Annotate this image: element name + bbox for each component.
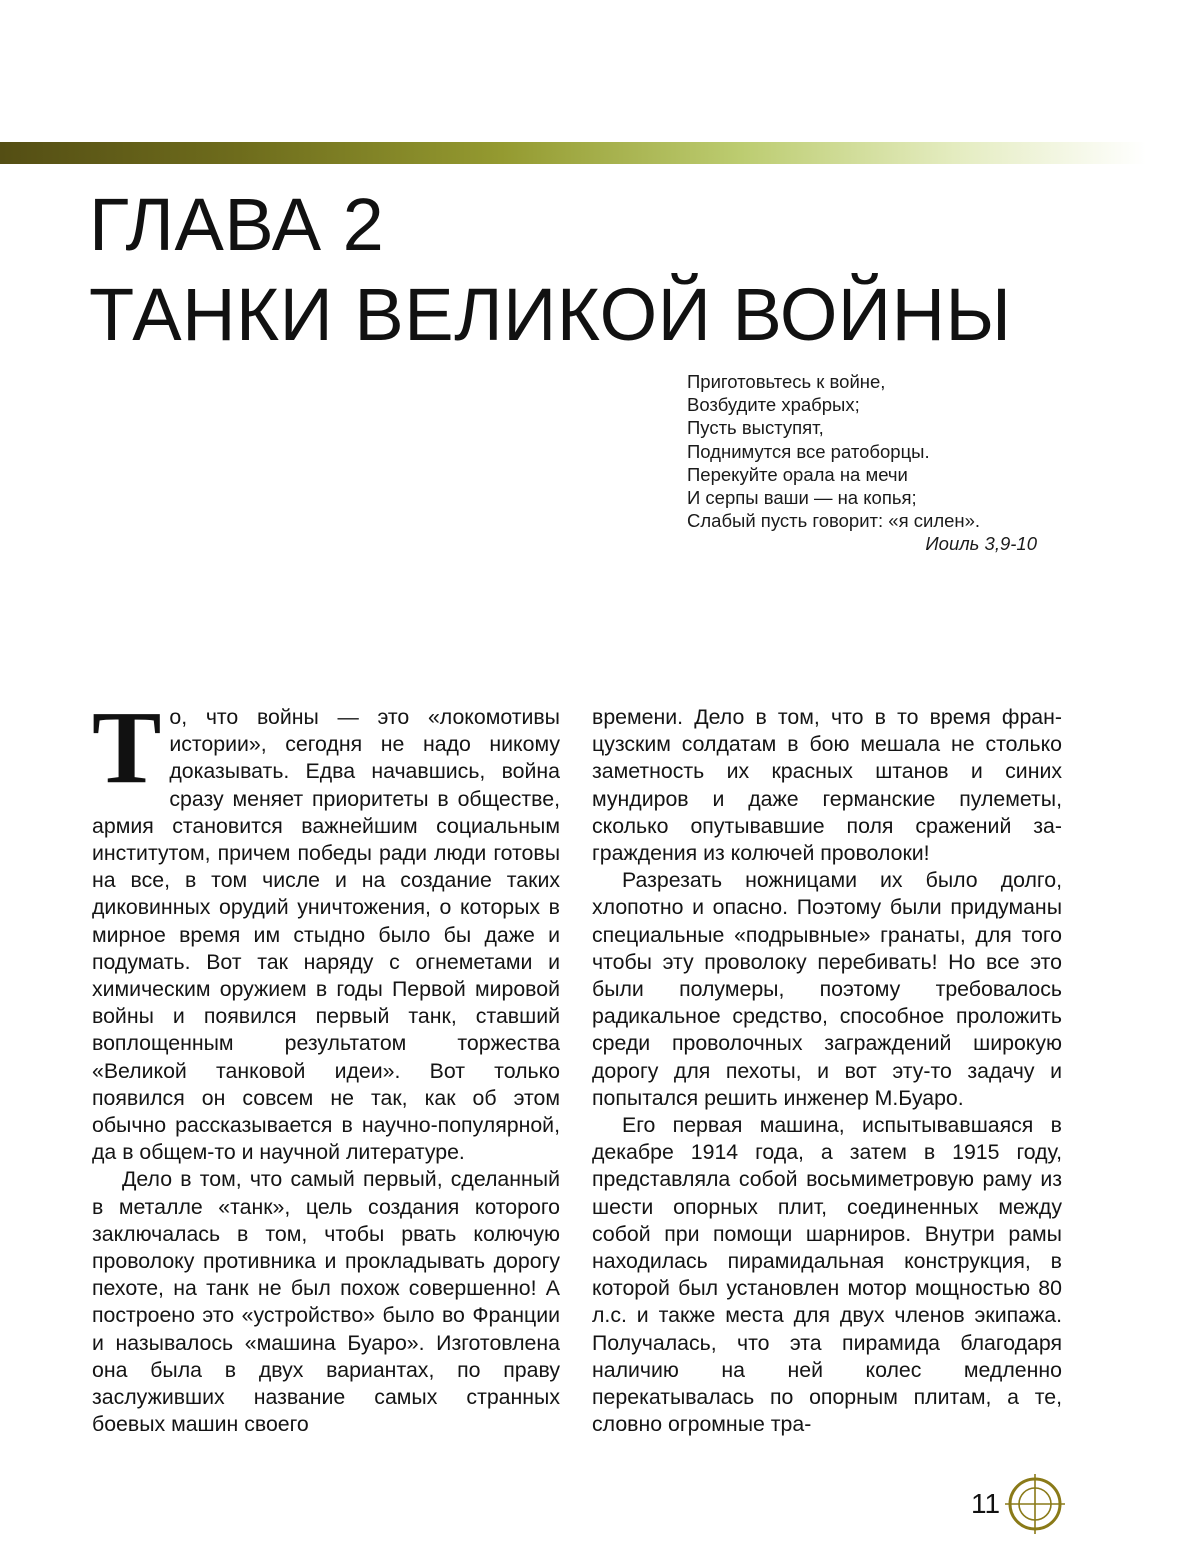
epigraph-line: Пусть выступят,: [687, 417, 824, 439]
text-column-left: [92, 690, 560, 1438]
drop-cap: Т: [92, 690, 162, 805]
decorative-gradient-band: [0, 142, 1194, 164]
epigraph-line: Поднимутся все ратоборцы.: [687, 440, 930, 462]
epigraph-line: Приготовьтесь к войне,: [687, 371, 886, 392]
paragraph-4: Разрезать ножницами их было долго, хлопотно и опасно. Поэтому были придуманы специальные «подрывные» гранаты, для того чтобы эту проволоку перебивать! Но все это были полумеры, поэтому требовалось радикальное средство, способное проложить среди проволочных заграждений широкую дорогу для пехоты, и вот эту-то задачу и попытался решить инженер М.Буаро.: [592, 868, 1062, 1110]
epigraph-line: И серпы ваши — на копья;: [687, 487, 917, 509]
paragraph-5: Его первая машина, испытывавшаяся в декабре 1914 года, а затем в 1915 году, представляла собой восьмиметровую раму из шести опорных плит, соединенных между собой при помощи шарниров. Внутри рамы находилась пирамидальная конструкция, в которой был установлен мотор мощностью 80 л.с. и также места для двух членов экипажа. Получалась, что эта пирамида благодаря наличию на ней колес медленно перекатывалась по опорным плитам, а те, словно огромные тра-: [592, 1113, 1062, 1437]
chapter-name: ТАНКИ ВЕЛИКОЙ ВОЙНЫ: [89, 273, 1012, 356]
paragraph-1: [92, 690, 560, 1166]
page-number: 11: [971, 1488, 1001, 1519]
text-column-right: [592, 704, 1062, 1438]
epigraph-line: Слабый пусть говорит: «я силен».: [687, 510, 981, 532]
paragraph-3: времени. Дело в том, что в то время французским солдатам в бою мешала не столько заметность их красных штанов и синих мундиров и даже германские пулеметы, сколько опутывавшие поля сражений заграждения из колючей проволоки!: [592, 705, 1062, 866]
paragraph-1-text: о, что войны — это «локомотивы истории», сегодня не надо никому доказывать. Едва начавшись, война сразу меняет приоритеты в обществе, армия становится важнейшим социальным институтом, причем победы ради люди готовы на все, в том числе и на создание таких диковинных орудий уничтожения, о которых в мирное время им стыдно было бы даже и подумать. Вот так наряду с огнеметами и химическим оружием в годы Первой мировой войны и появился первый танк, ставший воплощенным результатом торжества «Великой танковой идеи». Вот только появился он совсем не так, как об этом обычно рассказывается в научно-популярной, да в общем-то и научной литературе.: [92, 705, 560, 1165]
epigraph-line: Возбудите храбрых;: [687, 394, 860, 416]
paragraph-2: Дело в том, что самый первый, сделанный в металле «танк», цель создания которого заключалась в том, чтобы рвать колючую проволоку противника и прокладывать дорогу пехоте, на танк не был похож совершенно! А построено это «устройство» было во Франции и называлось «машина Буаро». Изготовлена она была в двух вариантах, по праву заслуживших название самых странных боевых машин своего: [92, 1167, 560, 1437]
crosshair-icon: [1005, 1474, 1065, 1534]
chapter-title: [89, 180, 1012, 360]
epigraph: [687, 370, 1037, 556]
epigraph-line: Перекуйте орала на мечи: [687, 463, 908, 485]
epigraph-source: Иоиль 3,9-10: [925, 533, 1037, 555]
chapter-number: ГЛАВА 2: [89, 183, 385, 266]
